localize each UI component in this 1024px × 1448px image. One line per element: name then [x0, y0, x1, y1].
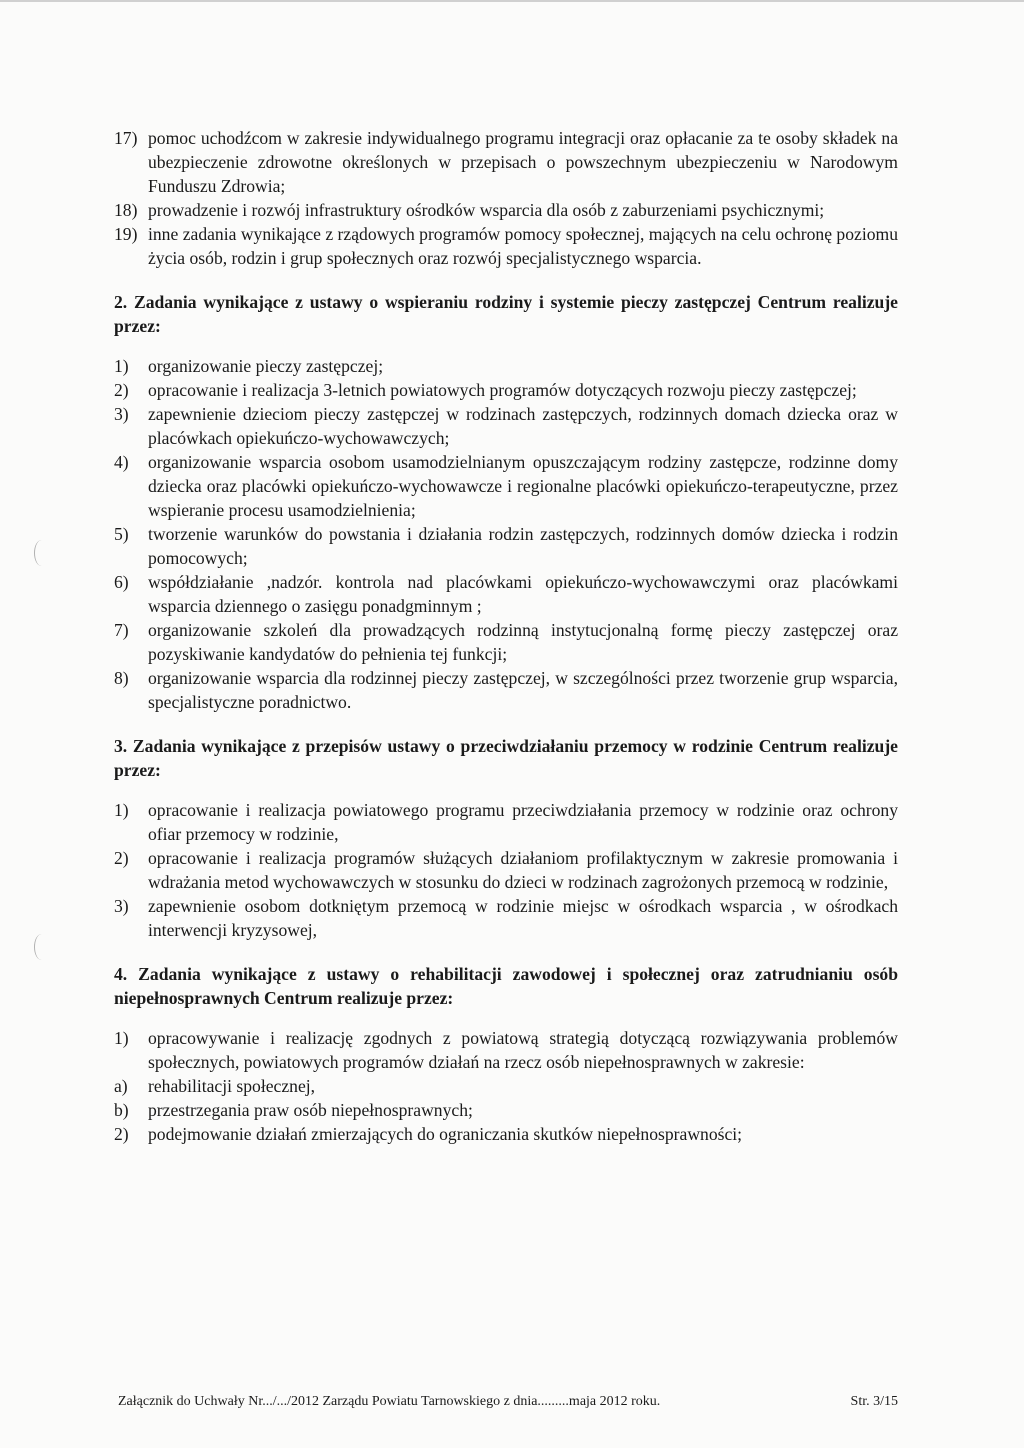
item-text: organizowanie szkoleń dla prowadzących rodzinną instytucjonalną formę pieczy zastępczej oraz pozyskiwanie kandydatów do pełnienia tej funkcji;: [148, 620, 898, 664]
list-item: [114, 450, 898, 522]
footer-attachment-note: Załącznik do Uchwały Nr.../.../2012 Zarządu Powiatu Tarnowskiego z dnia.........maja 2012 roku.: [118, 1394, 661, 1409]
item-number: 2): [114, 380, 129, 400]
item-text: organizowanie pieczy zastępczej;: [148, 356, 384, 376]
section-2-heading: 2. Zadania wynikające z ustawy o wspieraniu rodziny i systemie pieczy zastępczej Centrum realizuje przez:: [114, 292, 898, 336]
page-footer: [118, 1393, 898, 1411]
list-item: [114, 666, 898, 714]
item-text: podejmowanie działań zmierzających do ograniczania skutków niepełnosprawności;: [148, 1124, 743, 1144]
item-text: zapewnienie osobom dotkniętym przemocą w rodzinie miejsc w ośrodkach wsparcia , w ośrodkach interwencji kryzysowej,: [148, 896, 898, 940]
list-item: [114, 1098, 898, 1122]
document-body: [114, 126, 898, 1146]
list-item: [114, 798, 898, 846]
list-item: [114, 570, 898, 618]
list-item: [114, 354, 898, 378]
item-text: prowadzenie i rozwój infrastruktury ośrodków wsparcia dla osób z zaburzeniami psychicznymi;: [148, 200, 825, 220]
list-item: [114, 1122, 898, 1146]
list-item: [114, 522, 898, 570]
section-4-list: [114, 1026, 898, 1146]
item-number: 1): [114, 800, 129, 820]
section-2-list: [114, 354, 898, 714]
section-3-list: [114, 798, 898, 942]
item-text: organizowanie wsparcia dla rodzinnej pieczy zastępczej, w szczególności przez tworzenie grup wsparcia, specjalistyczne poradnictwo.: [148, 668, 898, 712]
list-item: [114, 1074, 898, 1098]
item-number: 2): [114, 1124, 129, 1144]
item-number: 7): [114, 620, 129, 640]
item-number: b): [114, 1100, 129, 1120]
item-text: opracowywanie i realizację zgodnych z powiatową strategią dotyczącą rozwiązywania problemów społecznych, powiatowych programów działań na rzecz osób niepełnosprawnych w zakresie:: [148, 1028, 898, 1072]
page-edge: [0, 0, 1024, 2]
item-text: przestrzegania praw osób niepełnosprawnych;: [148, 1100, 473, 1120]
item-number: 1): [114, 356, 129, 376]
item-text: pomoc uchodźcom w zakresie indywidualnego programu integracji oraz opłacanie za te osoby składek na ubezpieczenie zdrowotne określonych w przepisach o powszechnym ubezpieczeniu w Narodowym Funduszu Zdrowia;: [148, 128, 898, 196]
item-text: organizowanie wsparcia osobom usamodzielnianym opuszczającym rodziny zastępcze, rodzinne domy dziecka oraz placówki opiekuńczo-wychowawcze i regionalne placówki opiekuńczo-terapeutyczne, przez wspieranie procesu usamodzielnienia;: [148, 452, 898, 520]
list-item: [114, 222, 898, 270]
item-text: opracowanie i realizacja powiatowego programu przeciwdziałania przemocy w rodzinie oraz ochrony ofiar przemocy w rodzinie,: [148, 800, 898, 844]
list-item: [114, 846, 898, 894]
section-4-heading: 4. Zadania wynikające z ustawy o rehabilitacji zawodowej i społecznej oraz zatrudnianiu osób niepełnosprawnych Centrum realizuje przez:: [114, 964, 898, 1008]
list-item: [114, 198, 898, 222]
list-item: [114, 894, 898, 942]
list-item: [114, 402, 898, 450]
item-text: tworzenie warunków do powstania i działania rodzin zastępczych, rodzinnych domów dziecka i rodzin pomocowych;: [148, 524, 898, 568]
page-number: Str. 3/15: [850, 1394, 898, 1409]
item-number: 17): [114, 128, 138, 148]
item-number: 6): [114, 572, 129, 592]
item-number: 3): [114, 404, 129, 424]
item-text: zapewnienie dzieciom pieczy zastępczej w rodzinach zastępczych, rodzinnych domach dziecka oraz w placówkach opiekuńczo-wychowawczych;: [148, 404, 898, 448]
list-item: [114, 1026, 898, 1074]
item-text: opracowanie i realizacja programów służących działaniom profilaktycznym w zakresie promowania i wdrażania metod wychowawczych w stosunku do dzieci w rodzinach zagrożonych przemocą w rodzinie,: [148, 848, 898, 892]
list-item: [114, 378, 898, 402]
item-number: 1): [114, 1028, 129, 1048]
item-number: 18): [114, 200, 138, 220]
item-number: 8): [114, 668, 129, 688]
item-number: 2): [114, 848, 129, 868]
section-3-heading: 3. Zadania wynikające z przepisów ustawy o przeciwdziałaniu przemocy w rodzinie Centrum realizuje przez:: [114, 736, 898, 780]
item-text: opracowanie i realizacja 3-letnich powiatowych programów dotyczących rozwoju pieczy zastępczej;: [148, 380, 857, 400]
list-item: [114, 618, 898, 666]
item-text: inne zadania wynikające z rządowych programów pomocy społecznej, mających na celu ochronę poziomu życia osób, rodzin i grup społecznych oraz rozwój specjalistycznego wsparcia.: [148, 224, 898, 268]
list-part1: [114, 126, 898, 270]
item-number: 3): [114, 896, 129, 916]
item-text: rehabilitacji społecznej,: [148, 1076, 316, 1096]
item-number: 19): [114, 224, 138, 244]
item-number: 5): [114, 524, 129, 544]
punch-hole-mark: [34, 540, 49, 566]
list-item: [114, 126, 898, 198]
item-number: a): [114, 1076, 128, 1096]
punch-hole-mark: [34, 934, 49, 960]
item-text: współdziałanie ,nadzór. kontrola nad placówkami opiekuńczo-wychowawczymi oraz placówkami wsparcia dziennego o zasięgu ponadgminnym ;: [148, 572, 898, 616]
item-number: 4): [114, 452, 129, 472]
